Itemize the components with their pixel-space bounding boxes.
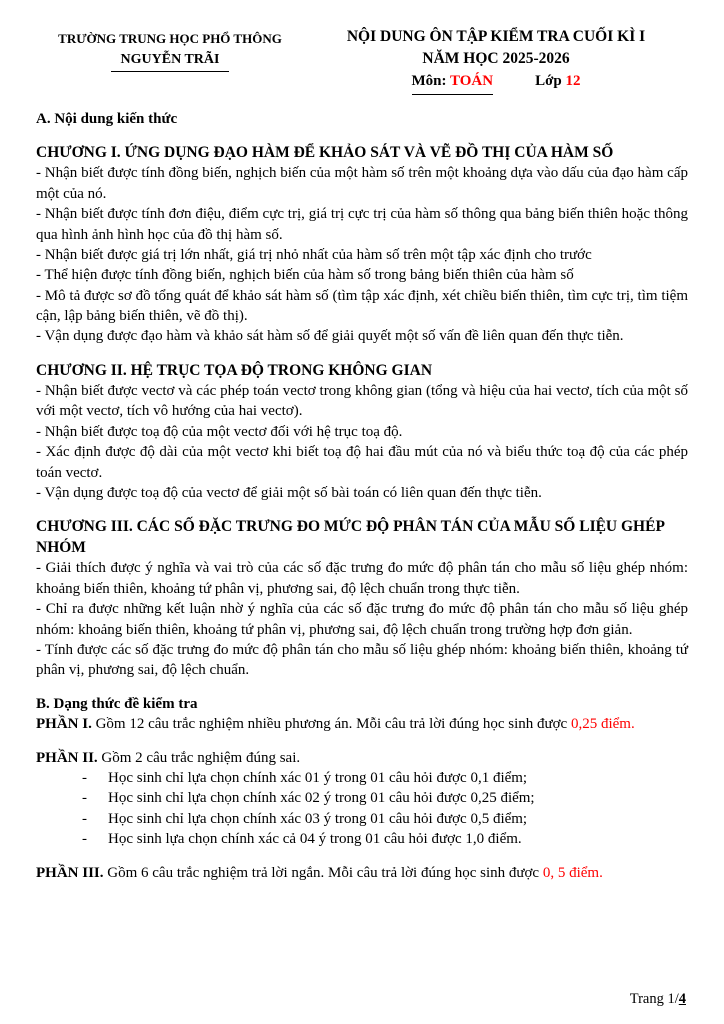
text-run: - Tính được các số đặc trưng đo mức độ phân tán cho mẫu số liệu ghép nhóm: khoảng biến thiên, khoảng tứ phân vị, phương sai, độ lệch chuẩn. [36, 642, 688, 679]
text-run: Gồm 6 câu trắc nghiệm trả lời ngắn. Mỗi câu trả lời đúng học sinh được [103, 864, 543, 881]
chapter-heading [36, 516, 688, 558]
list-item [36, 829, 688, 849]
bold-text-run: PHẦN II. [36, 749, 98, 766]
school-name-line: TRƯỜNG TRUNG HỌC PHỔ THÔNG [58, 31, 282, 46]
paragraph [36, 163, 688, 204]
text-run: - Xác định được độ dài của một vectơ khi biết toạ độ hai đầu mút của nó và biểu thức toạ độ của các phép toán vectơ. [36, 444, 688, 481]
text-run: - Nhận biết được tính đơn điệu, điểm cực trị, giá trị cực trị của hàm số thông qua bảng biến thiên hoặc thông qua hình ảnh hình học của đồ thị hàm số. [36, 206, 688, 243]
class-value: 12 [565, 73, 581, 90]
school-name-underlined: NGUYỄN TRÃI [111, 49, 230, 73]
paragraph [36, 442, 688, 483]
page-number-prefix: Trang 1/ [629, 991, 679, 1007]
text-run: Học sinh lựa chọn chính xác cả 04 ý trong 01 câu hỏi được 1,0 điểm. [108, 831, 522, 848]
text-run: Học sinh chỉ lựa chọn chính xác 01 ý trong 01 câu hỏi được 0,1 điểm; [108, 769, 528, 786]
subject-class-line [304, 70, 688, 95]
paragraph [36, 558, 688, 599]
text-run: - Vận dụng được đạo hàm và khảo sát hàm số để giải quyết một số vấn đề liên quan đến thực tiễn. [36, 328, 624, 345]
paragraph [36, 422, 688, 442]
paragraph [36, 286, 688, 327]
text-run: - Nhận biết được tính đồng biến, nghịch biến của một hàm số trên một khoảng dựa vào dấu của đạo hàm cấp một của nó. [36, 165, 688, 202]
paragraph [36, 265, 688, 285]
bold-text-run: B. Dạng thức đề kiểm tra [36, 695, 198, 712]
school-name-emphasis [36, 49, 304, 73]
exam-title-block [304, 26, 688, 95]
paragraph [36, 599, 688, 640]
paragraph [36, 863, 688, 883]
exam-title: NỘI DUNG ÔN TẬP KIỂM TRA CUỐI KÌ I [346, 28, 646, 45]
school-block [36, 26, 304, 72]
subject-value: TOÁN [450, 73, 494, 90]
paragraph [36, 714, 688, 734]
text-run: - Vận dụng được toạ độ của vectơ để giải một số bài toán có liên quan đến thực tiễn. [36, 484, 542, 501]
bold-text-run: CHƯƠNG II. HỆ TRỤC TỌA ĐỘ TRONG KHÔNG GIAN [36, 361, 433, 379]
text-run: - Nhận biết được giá trị lớn nhất, giá trị nhỏ nhất của hàm số trên một tập xác định cho trước [36, 246, 592, 263]
text-run: - Nhận biết được vectơ và các phép toán vectơ trong không gian (tổng và hiệu của hai vectơ, tích của một số với một vectơ, tích vô hướng của hai vectơ). [36, 382, 688, 420]
score-highlight: 0, 5 điểm. [542, 864, 603, 881]
subject-group [412, 70, 494, 95]
bold-text-run: CHƯƠNG I. ỨNG DỤNG ĐẠO HÀM ĐỂ KHẢO SÁT VÀ VẼ ĐỒ THỊ CỦA HÀM SỐ [36, 144, 614, 162]
bold-text-run: A. Nội dung kiến thức [36, 110, 178, 127]
text-run: - Chỉ ra được những kết luận nhờ ý nghĩa của các số đặc trưng đo mức độ phân tán cho mẫu số liệu ghép nhóm: khoảng biến thiên, khoảng tứ phân vị, phương sai, độ lệch chuẩn trong trường hợp đơn giản. [36, 601, 688, 638]
subject-label: Môn: [411, 73, 450, 90]
paragraph [36, 483, 688, 503]
bold-text-run: PHẦN III. [36, 864, 104, 881]
paragraph [36, 640, 688, 681]
section-heading [36, 694, 688, 714]
list-dash: - [82, 831, 87, 848]
list-dash: - [82, 769, 87, 786]
school-year: NĂM HỌC 2025-2026 [422, 49, 570, 67]
list-dash: - [82, 810, 87, 827]
score-highlight: 0,25 điểm. [570, 716, 635, 733]
paragraph [36, 204, 688, 245]
page-footer [630, 991, 686, 1008]
text-run: Gồm 12 câu trắc nghiệm nhiều phương án. Mỗi câu trả lời đúng học sinh được [91, 716, 571, 733]
paragraph [36, 326, 688, 346]
list-item [36, 809, 688, 829]
text-run: - Mô tả được sơ đồ tổng quát để khảo sát hàm số (tìm tập xác định, xét chiều biến thiên, tìm cực trị, tìm tiệm cận, lập bảng biến thiên, vẽ đồ thị). [36, 287, 688, 325]
section-heading [36, 109, 688, 129]
class-group [535, 70, 580, 93]
text-run: Học sinh chỉ lựa chọn chính xác 02 ý trong 01 câu hỏi được 0,25 điểm; [108, 790, 535, 807]
chapter-heading [36, 142, 688, 163]
list-item [36, 768, 688, 788]
text-run: Gồm 2 câu trắc nghiệm đúng sai. [97, 749, 301, 766]
text-run: - Thể hiện được tính đồng biến, nghịch biến của hàm số trong bảng biến thiên của hàm số [36, 267, 574, 284]
bold-text-run: PHẦN I. [36, 716, 92, 733]
text-run: - Giải thích được ý nghĩa và vai trò của các số đặc trưng đo mức độ phân tán cho mẫu số liệu ghép nhóm: khoảng biến thiên, khoảng tứ phân vị, phương sai, độ lệch chuẩn trong thực tiễn. [36, 560, 688, 597]
chapter-heading [36, 360, 688, 381]
paragraph [36, 748, 688, 768]
text-run: - Nhận biết được toạ độ của một vectơ đối với hệ trục toạ độ. [36, 423, 403, 440]
document-body [36, 109, 688, 883]
paragraph [36, 381, 688, 422]
paragraph [36, 245, 688, 265]
document-header [36, 26, 688, 95]
bold-text-run: CHƯƠNG III. CÁC SỐ ĐẶC TRƯNG ĐO MỨC ĐỘ PHÂN TÁN CỦA MẪU SỐ LIỆU GHÉP NHÓM [36, 518, 665, 557]
list-dash: - [82, 790, 87, 807]
class-label: Lớp [535, 73, 566, 90]
page-number-total: 4 [678, 991, 686, 1007]
text-run: Học sinh chỉ lựa chọn chính xác 03 ý trong 01 câu hỏi được 0,5 điểm; [108, 810, 528, 827]
list-item [36, 788, 688, 808]
